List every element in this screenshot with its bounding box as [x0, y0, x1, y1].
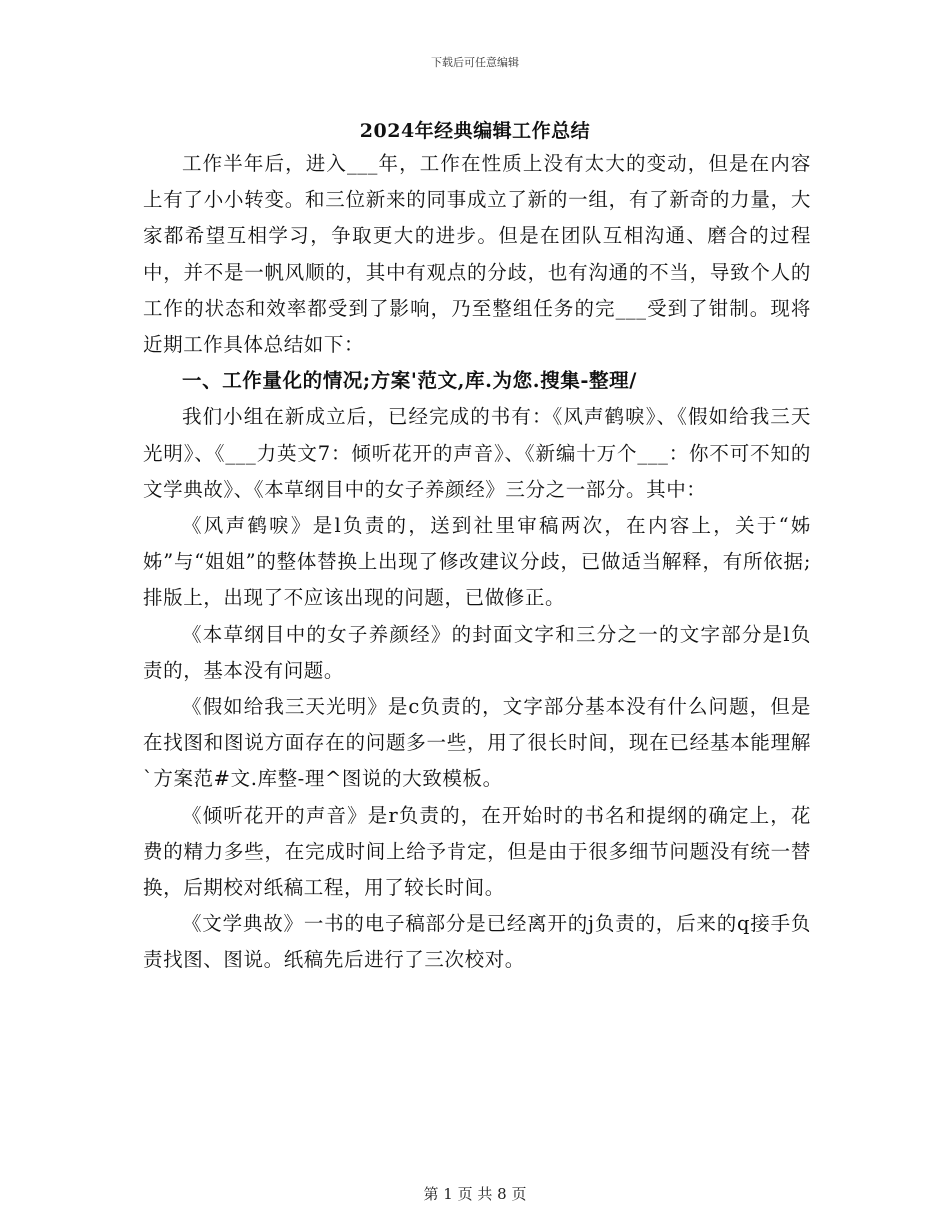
document-title: 2024年经典编辑工作总结 — [359, 120, 591, 142]
paragraph-bencao: 《本草纲目中的女子养颜经》的封面文字和三分之一的文字部分是l负责的，基本没有问题。 — [143, 622, 811, 682]
section-heading: 一、工作量化的情况;方案'范文,库.为您.搜集-整理/ — [182, 369, 637, 393]
paragraph-books-completed: 我们小组在新成立后，已经完成的书有：《风声鹤唳》、《假如给我三天光明》、《___力英文7：倾听花开的声音》、《新编十万个___：你不可不知的文学典故》、《本草纲目中的女子养颜经》三分之一部分。其中： — [143, 405, 811, 501]
document-body — [143, 146, 811, 979]
paragraph-wenxue: 《文学典故》一书的电子稿部分是已经离开的j负责的，后来的q接手负责找图、图说。纸稿先后进行了三次校对。 — [143, 912, 811, 972]
paragraph-qingting: 《倾听花开的声音》是r负责的，在开始时的书名和提纲的确定上，花费的精力多些，在完成时间上给予肯定，但是由于很多细节问题没有统一替换，后期校对纸稿工程，用了较长时间。 — [143, 803, 811, 900]
paragraph-fengsheng: 《风声鹤唳》是l负责的，送到社里审稿两次，在内容上，关于“姊姊”与“姐姐”的整体替换上出现了修改建议分歧，已做适当解释，有所依据;排版上，出现了不应该出现的问题，已做修正。 — [143, 514, 811, 610]
paragraph-intro: 工作半年后，进入___年，工作在性质上没有太大的变动，但是在内容上有了小小转变。和三位新来的同事成立了新的一组，有了新奇的力量，大家都希望互相学习，争取更大的进步。但是在团队互相沟通、磨合的过程中，并不是一帆风顺的，其中有观点的分歧，也有沟通的不当，导致个人的工作的状态和效率都受到了影响，乃至整组任务的完___受到了钳制。现将近期工作具体总结如下： — [143, 152, 811, 357]
page-number-footer: 第 1 页 共 8 页 — [423, 1185, 527, 1203]
paragraph-jiaru: 《假如给我三天光明》是c负责的，文字部分基本没有什么问题，但是在找图和图说方面存在的问题多一些，用了很长时间，现在已经基本能理解`方案范#文.库整-理^图说的大致模板。 — [143, 695, 811, 791]
page-header-note: 下载后可任意编辑 — [431, 56, 519, 69]
